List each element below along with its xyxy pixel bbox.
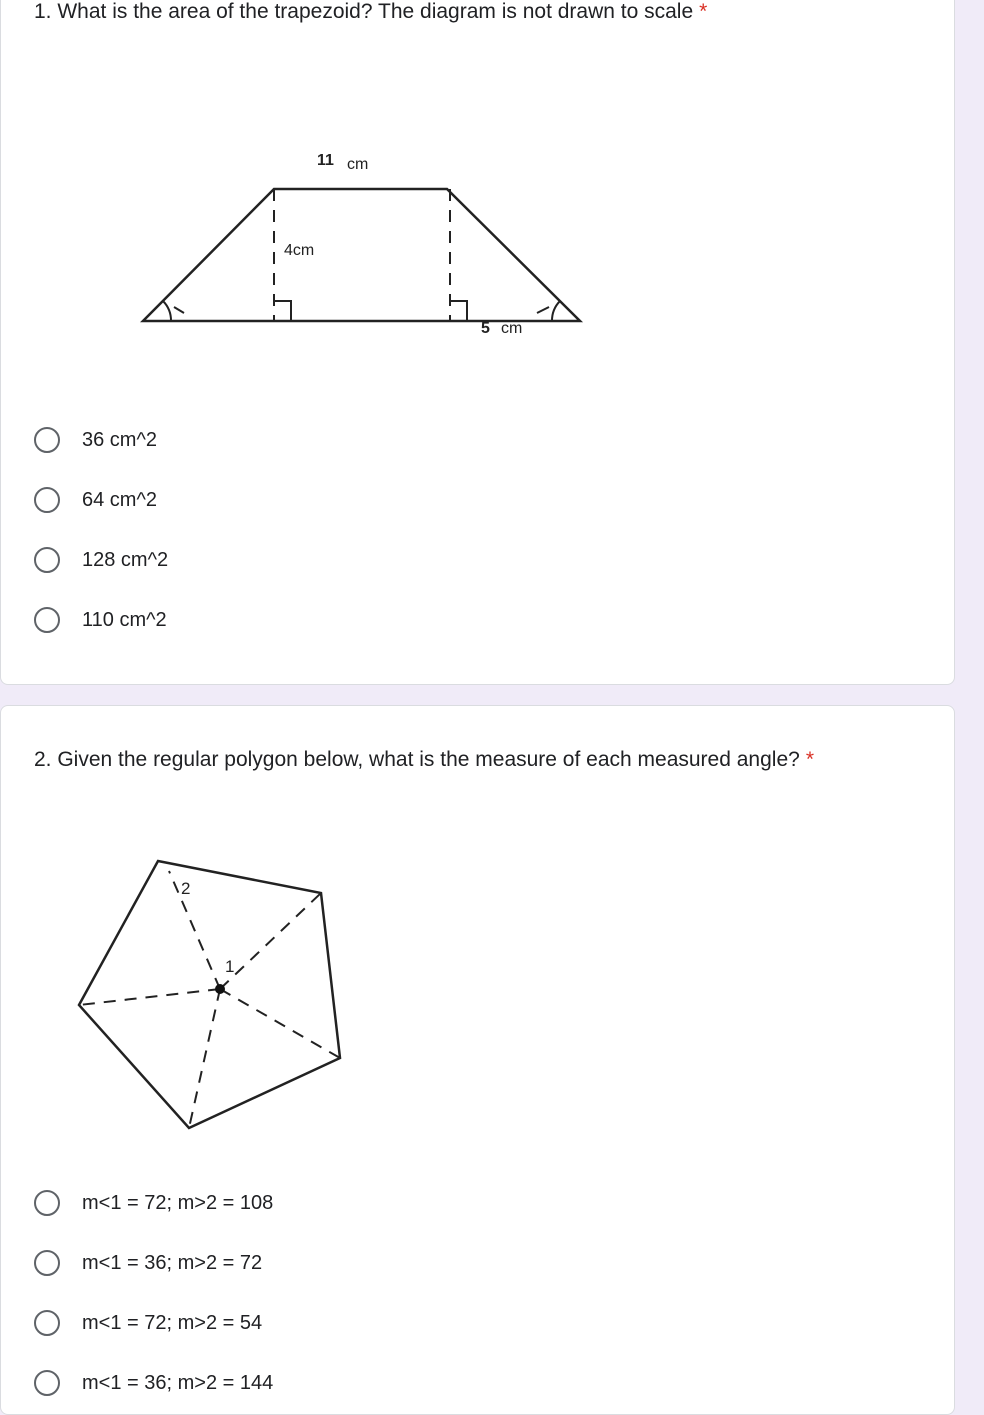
option-label: m<1 = 36; m>2 = 144 [82,1371,274,1394]
option-label: m<1 = 72; m>2 = 54 [82,1311,263,1334]
question-title [34,746,814,774]
top-length-value: 11 [317,152,334,169]
center-line-5 [79,989,220,1005]
center-line-3 [220,989,340,1058]
overhang-length-value: 5 [481,320,490,337]
option-label: m<1 = 72; m>2 = 108 [82,1191,274,1214]
trapezoid-diagram [131,148,601,358]
option-label: 36 cm^2 [82,428,157,451]
center-point [215,984,225,994]
angle-arc-left [163,301,171,321]
option[interactable] [34,1173,273,1233]
required-asterisk: * [699,0,708,23]
radio-button[interactable] [34,607,60,633]
center-line-2 [220,893,321,989]
radio-button[interactable] [34,1310,60,1336]
option-label: 128 cm^2 [82,548,169,571]
height-label: 4cm [284,242,315,259]
question-card-2 [0,705,955,1415]
angle-1-label: 1 [225,957,235,976]
overhang-length-unit: cm [501,320,523,337]
question-text: 2. Given the regular polygon below, what is the measure of each measured angle? [34,748,800,771]
radio-button[interactable] [34,1370,60,1396]
question-text: 1. What is the area of the trapezoid? The diagram is not drawn to scale [34,0,694,23]
radio-button[interactable] [34,1190,60,1216]
option[interactable] [34,590,168,650]
angle-tick-left [174,307,184,313]
options-list [34,410,168,650]
pentagon-shape [79,861,340,1128]
radio-button[interactable] [34,487,60,513]
angle-2-label: 2 [181,879,191,898]
pentagon-diagram [71,856,351,1136]
option-label: 110 cm^2 [82,608,167,631]
radio-button[interactable] [34,547,60,573]
right-angle-mark-right [450,301,467,321]
radio-button[interactable] [34,427,60,453]
trapezoid-shape [143,189,580,321]
angle-arc-right [552,301,560,321]
option-label: 64 cm^2 [82,488,157,511]
center-line-1 [169,871,220,989]
right-angle-mark-left [274,301,291,321]
top-length-unit: cm [347,156,369,173]
required-asterisk: * [805,748,814,771]
option[interactable] [34,1233,273,1293]
option[interactable] [34,530,168,590]
option[interactable] [34,410,168,470]
option[interactable] [34,1353,273,1413]
question-title [34,0,707,26]
center-line-4 [189,989,220,1128]
question-card-1 [0,0,955,685]
option[interactable] [34,470,168,530]
angle-tick-right [537,307,549,313]
radio-button[interactable] [34,1250,60,1276]
options-list [34,1173,273,1413]
option-label: m<1 = 36; m>2 = 72 [82,1251,263,1274]
option[interactable] [34,1293,273,1353]
